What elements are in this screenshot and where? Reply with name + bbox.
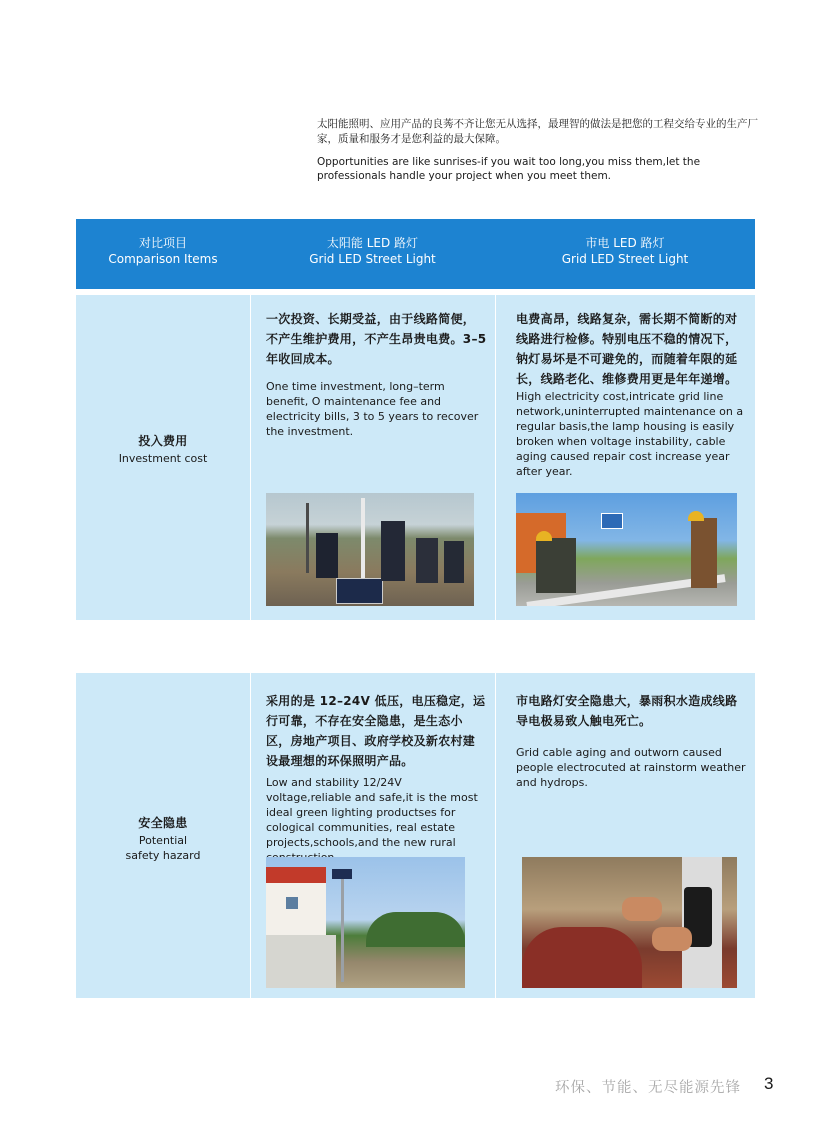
solar-description: 采用的是 12–24V 低压，电压稳定，运行可靠，不存在安全隐患，是生态小区，房地产项目、政府学校及新农村建设最理想的环保照明产品。 Low and stability 12/24V voltage,reliable and safe,it is the most ideal green lighting productses for cological communities, real estate projects,schools,and the new rural: [266, 694, 486, 849]
row-label: 安全隐患 Potential safety hazard: [125, 816, 201, 862]
solar-description: 一次投资、长期受益，由于线路简便，不产生维护费用，不产生昂贵电费。3–5 年收回成本。 One time investment, long–term benefit, O maintenance fee and electricity bills, 3 to 5 years to recover the investment.: [266, 312, 487, 438]
page-number: 3: [764, 1074, 774, 1093]
header-grid-light: 市电 LED 路灯 Grid LED Street Light: [561, 236, 689, 266]
row-label-cell: [76, 295, 250, 620]
solar-street-photo: [266, 857, 465, 988]
header-comparison-items: 对比项目 Comparison Items: [108, 236, 218, 266]
row-label-cell: [76, 673, 250, 998]
solar-installation-photo: [266, 493, 474, 606]
grid-description: 电费高昂，线路复杂，需长期不简断的对线路进行检修。特别电压不稳的情况下，钠灯易坏是不可避免的，而随着年限的延长，线路老化、维修费用更是年年递增。 High electricity cost,intricate grid line network,uninterrupted maintenance on a regular basis,the lamp housing is easily broken when voltage instability, cable aging caused repair cost increase year after year.: [516, 312, 744, 478]
intro-text: [317, 117, 762, 191]
intro-chinese: 太阳能照明、应用产品的良莠不齐让您无从选择，最理智的做法是把您的工程交给专业的生产厂家，质量和服务才是您利益的最大保障。: [317, 118, 758, 145]
intro-english: Opportunities are like sunrises-if you wait too long,you miss them,let the professionals handle your project when you meet them.: [317, 156, 701, 182]
grid-repair-photo: [516, 493, 737, 606]
grid-cable-photo: [522, 857, 737, 988]
row-label: 投入费用 Investment cost: [118, 434, 208, 465]
header-solar-light: 太阳能 LED 路灯 Grid LED Street Light: [309, 236, 436, 266]
comparison-table-header: [76, 219, 755, 289]
grid-description: 市电路灯安全隐患大，暴雨积水造成线路导电极易致人触电死亡。 Grid cable aging and outworn caused people electrocuted at rainstorm weather and hydrops.: [516, 694, 746, 789]
footer-slogan: 环保、节能、无尽能源先锋: [555, 1080, 741, 1096]
